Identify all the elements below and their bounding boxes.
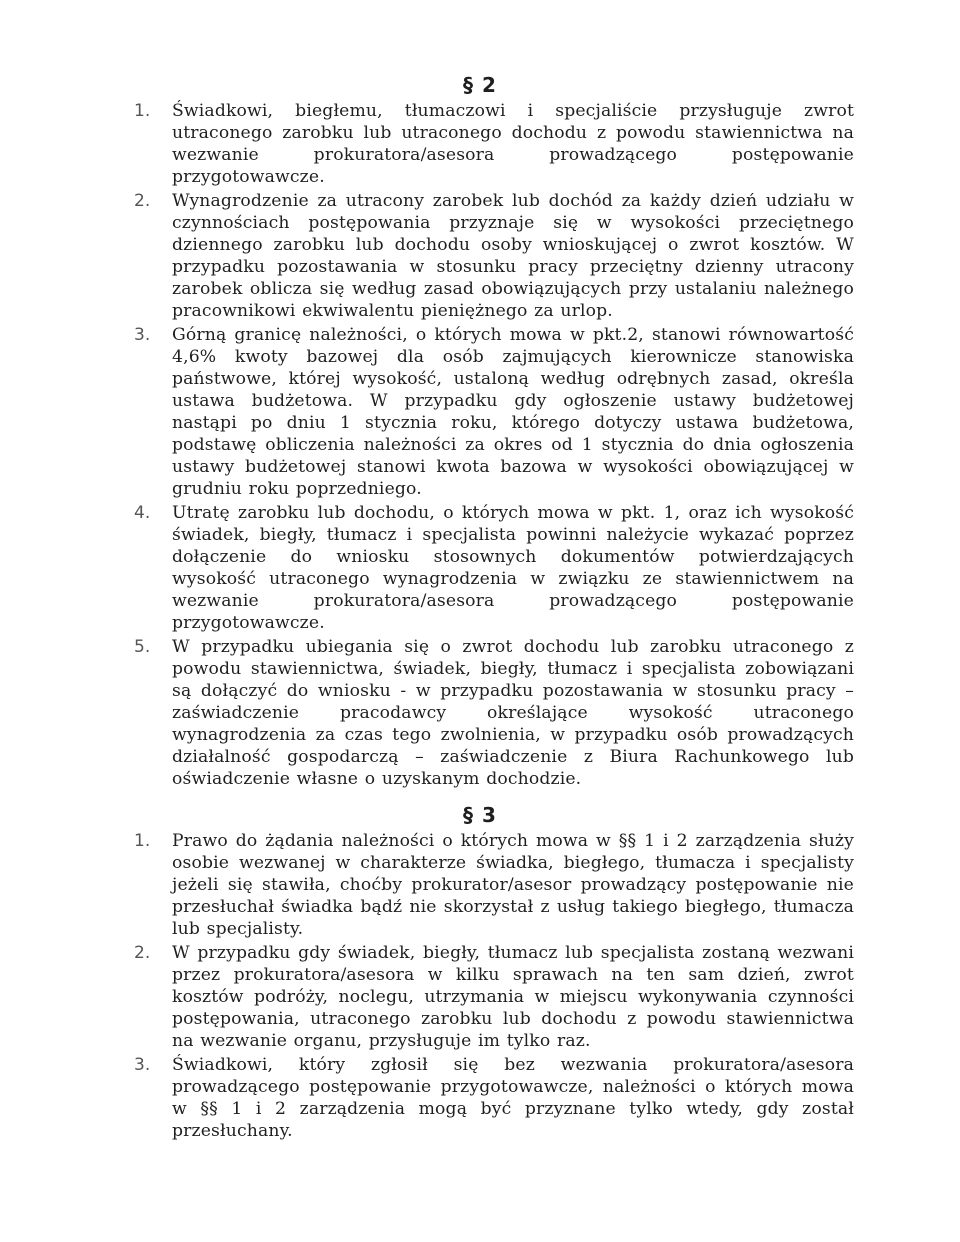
item-number: 5. [134,637,151,657]
section-heading: § 3 [463,803,497,827]
item-number: 2. [134,943,151,963]
item-text: W przypadku ubiegania się o zwrot dochodu lub zarobku utraconego z powodu stawiennictwa, świadek, biegły, tłumacz i specjalista zobowiązani są dołączyć do wniosku - w przypadku pozostawania w stosunku pracy – zaświadczenie pracodawcy określające wysokość utraconego wynagrodzenia za czas tego zwolnienia, w przypadku osób prowadzących działalność gospodarczą – zaświadczenie z Biura Rachunkowego lub oświadczenie własne o uzyskanym dochodzie. [172,637,854,789]
list-item [0,502,960,634]
item-number: 3. [134,325,151,345]
item-text: Świadkowi, który zgłosił się bez wezwania prokuratora/asesora prowadzącego postępowanie przygotowawcze, należności o których mowa w §§ 1 i 2 zarządzenia mogą być przyznane tylko wtedy, gdy został przesłuchany. [172,1055,854,1141]
item-number: 1. [134,101,151,121]
section-heading: § 2 [463,73,497,97]
list-item [0,636,960,790]
item-text: Prawo do żądania należności o których mowa w §§ 1 i 2 zarządzenia służy osobie wezwanej w charakterze świadka, biegłego, tłumacza i specjalisty jeżeli się stawiła, choćby prokurator/asesor prowadzący postępowanie nie przesłuchał świadka bądź nie skorzystał z usług takiego biegłego, tłumacza lub specjalisty. [172,831,854,939]
list-item [0,1054,960,1142]
item-number: 2. [134,191,151,211]
item-text: Świadkowi, biegłemu, tłumaczowi i specjaliście przysługuje zwrot utraconego zarobku lub utraconego dochodu z powodu stawiennictwa na wezwanie prokuratora/asesora prowadzącego postępowanie przygotowawcze. [172,101,854,187]
item-number: 4. [134,503,151,523]
section-2 [0,70,960,790]
item-number: 1. [134,831,151,851]
item-text: W przypadku gdy świadek, biegły, tłumacz lub specjalista zostaną wezwani przez prokuratora/asesora w kilku sprawach na ten sam dzień, zwrot kosztów podróży, noclegu, utrzymania w miejscu wykonywania czynności postępowania, utraconego zarobku lub dochodu z powodu stawiennictwa na wezwanie organu, przysługuje im tylko raz. [172,943,854,1051]
item-text: Wynagrodzenie za utracony zarobek lub dochód za każdy dzień udziału w czynnościach postępowania przyznaje się w wysokości przeciętnego dziennego zarobku lub dochodu osoby wnioskującej o zwrot kosztów. W przypadku pozostawania w stosunku pracy przeciętny dzienny utracony zarobek oblicza się według zasad obowiązujących przy ustalaniu należnego pracownikowi ekwiwalentu pieniężnego za urlop. [172,191,854,321]
list-item [0,830,960,940]
item-number: 3. [134,1055,151,1075]
section-3-items [0,830,960,1142]
list-item [0,324,960,500]
list-item [0,942,960,1052]
section-3 [0,800,960,1142]
item-text: Górną granicę należności, o których mowa w pkt.2, stanowi równowartość 4,6% kwoty bazowej dla osób zajmujących kierownicze stanowiska państwowe, której wysokość, ustaloną według odrębnych zasad, określa ustawa budżetowa. W przypadku gdy ogłoszenie ustawy budżetowej nastąpi po dniu 1 stycznia roku, którego dotyczy ustawa budżetowa, podstawę obliczenia należności za okres od 1 stycznia do dnia ogłoszenia ustawy budżetowej stanowi kwota bazowa w wysokości obowiązującej w grudniu roku poprzedniego. [172,325,854,499]
list-item [0,100,960,188]
section-2-items [0,100,960,790]
list-item [0,190,960,322]
item-text: Utratę zarobku lub dochodu, o których mowa w pkt. 1, oraz ich wysokość świadek, biegły, tłumacz i specjalista powinni należycie wykazać poprzez dołączenie do wniosku stosownych dokumentów potwierdzających wysokość utraconego wynagrodzenia w związku ze stawiennictwem na wezwanie prokuratora/asesora prowadzącego postępowanie przygotowawcze. [172,503,854,633]
